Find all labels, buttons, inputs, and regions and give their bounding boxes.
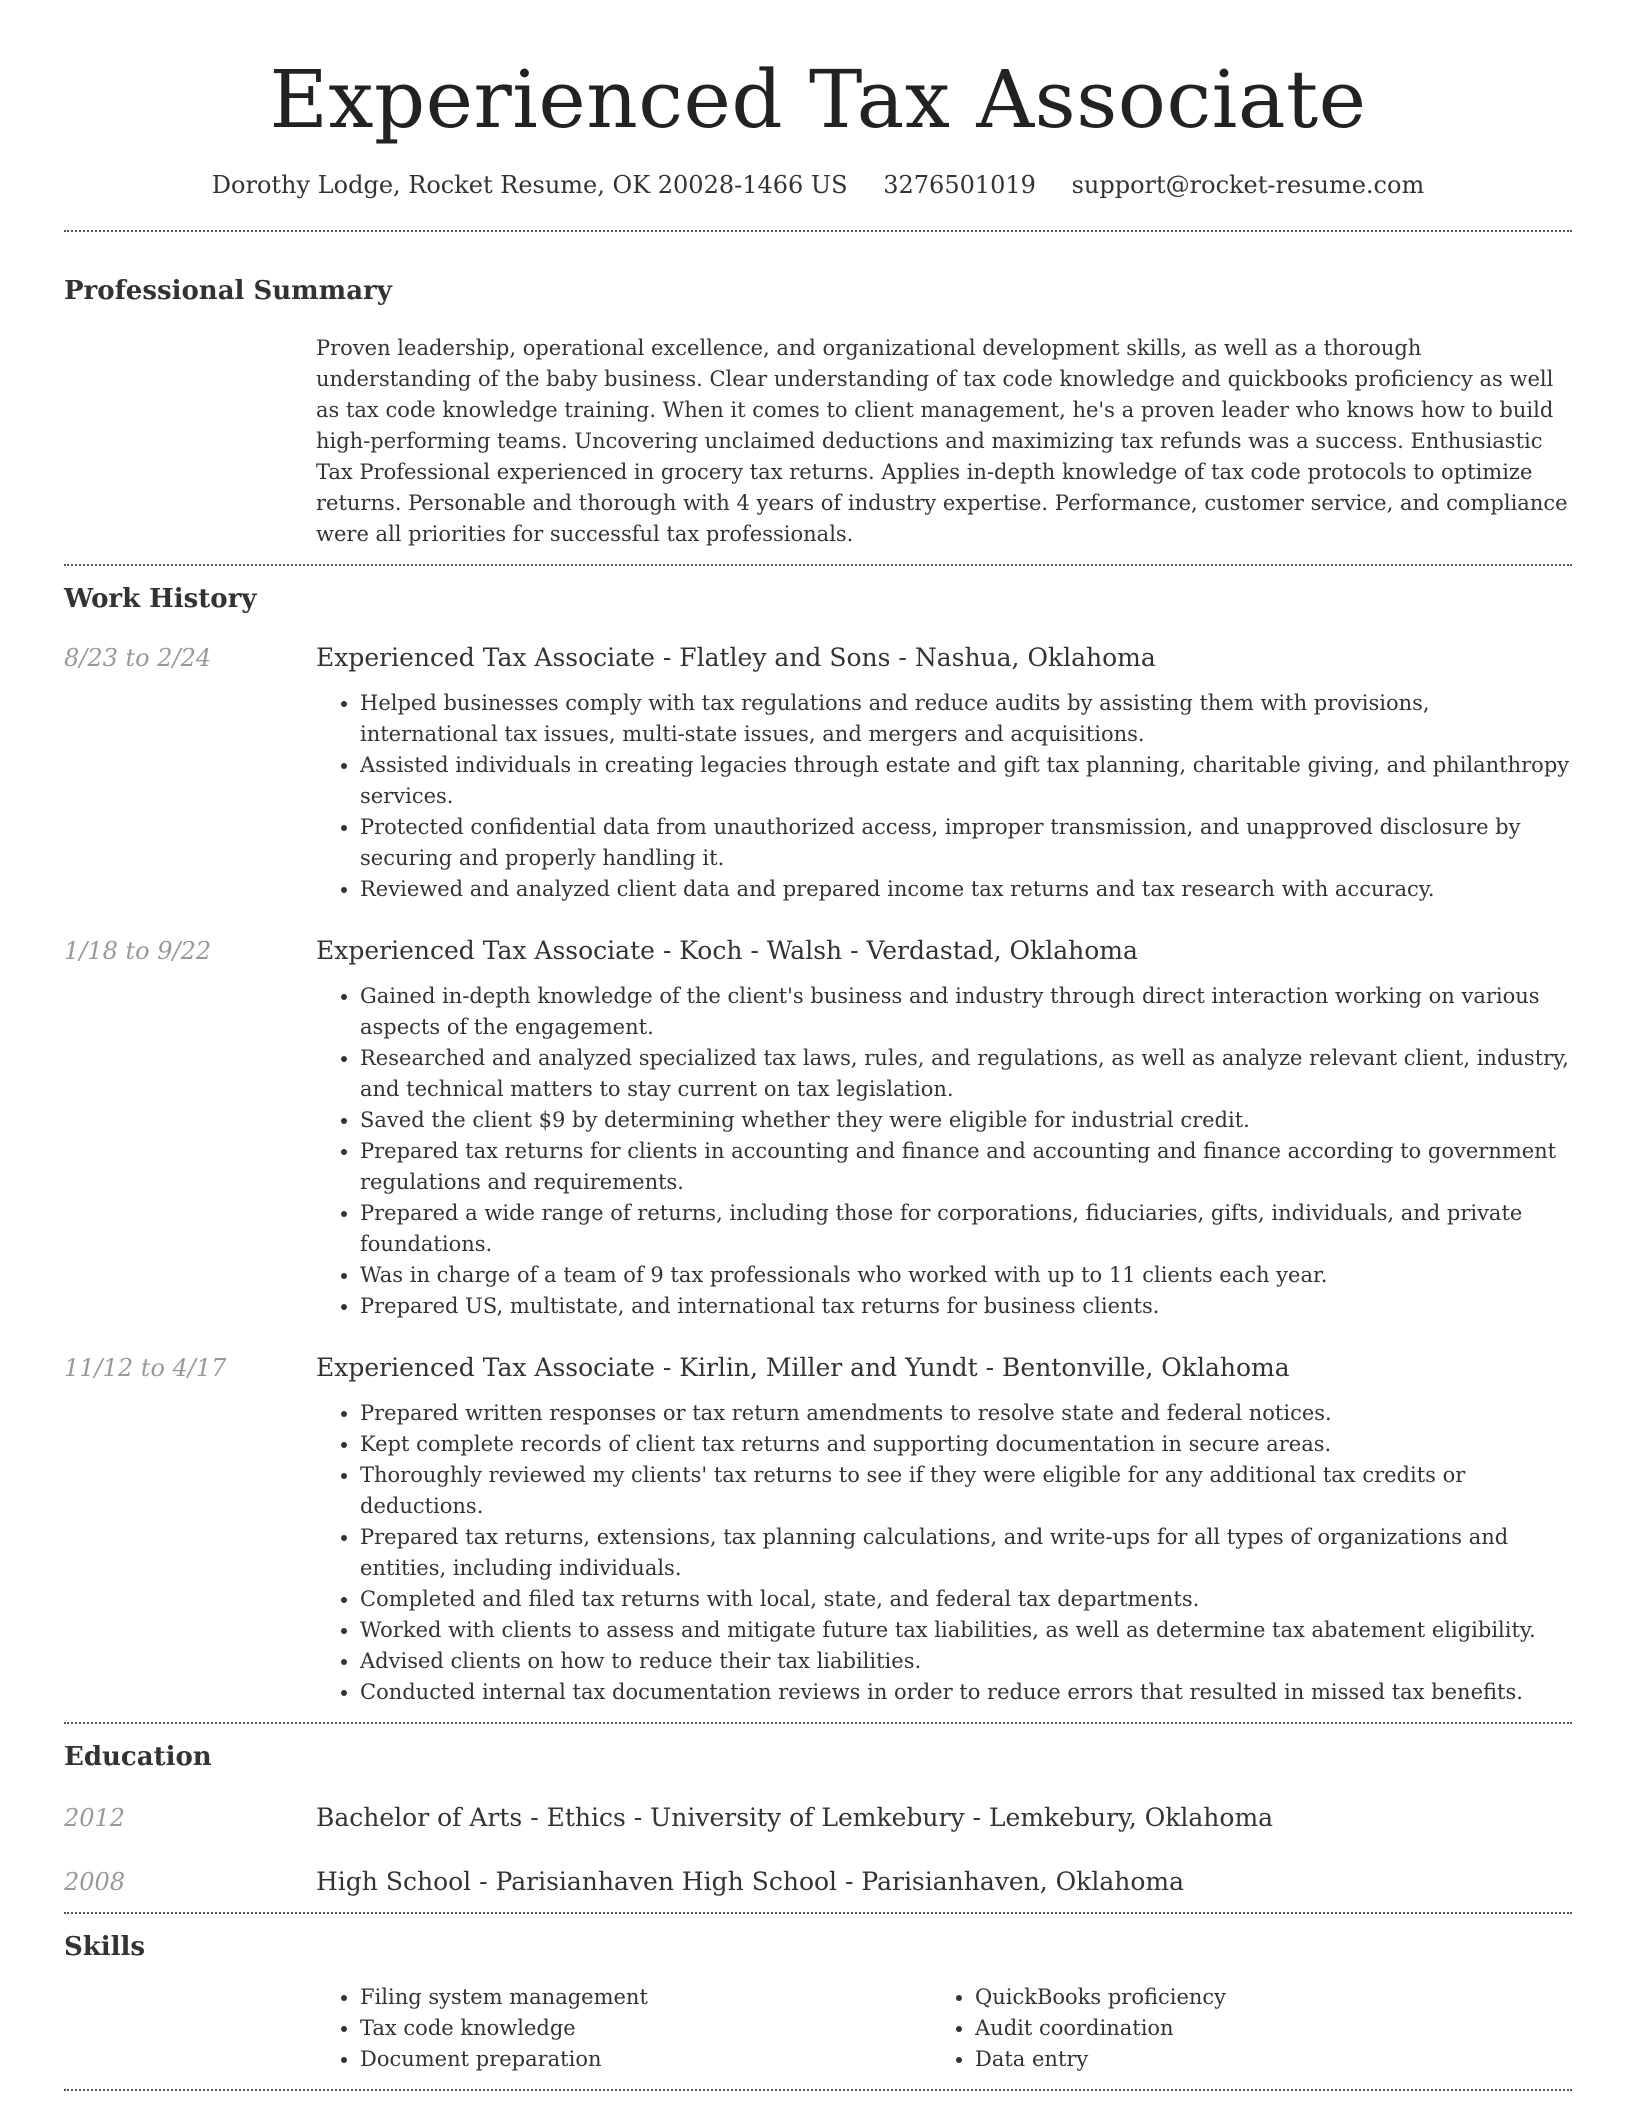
job-bullets <box>316 981 1572 1322</box>
education-year: 2012 <box>64 1804 126 1832</box>
skill-item: • QuickBooks proficiency <box>975 1982 1546 2013</box>
resume-title: Experienced Tax Associate <box>269 53 1367 146</box>
job-bullet: • Helped businesses comply with tax regulations and reduce audits by assisting them with provisions, international tax issues, multi-state issues, and mergers and acquisitions. <box>360 688 1572 750</box>
job-dates: 11/12 to 4/17 <box>64 1354 227 1382</box>
job-bullet: • Worked with clients to assess and mitigate future tax liabilities, as well as determine tax abatement eligibility. <box>360 1615 1572 1646</box>
job-bullet: • Prepared tax returns for clients in accounting and finance and accounting and finance according to government regulations and requirements. <box>360 1136 1572 1198</box>
skill-item: • Data entry <box>975 2044 1546 2075</box>
job-bullet: • Advised clients on how to reduce their tax liabilities. <box>360 1646 1572 1677</box>
job-title: Experienced Tax Associate - Flatley and Sons - Nashua, Oklahoma <box>316 643 1156 672</box>
job-bullet: • Prepared written responses or tax return amendments to resolve state and federal notices. <box>360 1398 1572 1429</box>
job-bullets <box>316 1398 1572 1708</box>
divider <box>64 564 1572 566</box>
education-detail: Bachelor of Arts - Ethics - University of Lemkebury - Lemkebury, Oklahoma <box>316 1803 1274 1832</box>
divider <box>64 2089 1572 2091</box>
job-bullet: • Saved the client $9 by determining whether they were eligible for industrial credit. <box>360 1105 1572 1136</box>
contact-phone: 3276501019 <box>883 171 1036 199</box>
skill-item: • Tax code knowledge <box>360 2013 931 2044</box>
job-bullet: • Gained in-depth knowledge of the client's business and industry through direct interaction working on various aspects of the engagement. <box>360 981 1572 1043</box>
divider <box>64 1722 1572 1724</box>
skills-grid <box>316 1982 1572 2075</box>
education-entry <box>64 1802 1572 1834</box>
job-title: Experienced Tax Associate - Koch - Walsh - Verdastad, Oklahoma <box>316 936 1138 965</box>
contact-address: Dorothy Lodge, Rocket Resume, OK 20028-1466 US <box>211 171 848 199</box>
summary-text: Proven leadership, operational excellence, and organizational development skills, as well as a thorough understanding of the baby business. Clear understanding of tax code knowledge and quickbooks proficiency as well as tax code knowledge training. When it comes to client management, he's a proven leader who knows how to build high-performing teams. Uncovering unclaimed deductions and maximizing tax refunds was a success. Enthusiastic Tax Professional experienced in grocery tax returns. Applies in-depth knowledge of tax code protocols to optimize returns. Personable and thorough with 4 years of industry expertise. Performance, customer service, and compliance were all priorities for successful tax professionals. <box>316 336 1568 546</box>
job-bullet: • Reviewed and analyzed client data and prepared income tax returns and tax research with accuracy. <box>360 874 1572 905</box>
job-title: Experienced Tax Associate - Kirlin, Miller and Yundt - Bentonville, Oklahoma <box>316 1353 1290 1382</box>
job-entry <box>64 935 1572 1322</box>
job-bullet: • Prepared a wide range of returns, including those for corporations, fiduciaries, gifts, individuals, and private foundations. <box>360 1198 1572 1260</box>
education-entry <box>64 1866 1572 1898</box>
job-bullet: • Kept complete records of client tax returns and supporting documentation in secure areas. <box>360 1429 1572 1460</box>
summary-heading: Professional Summary <box>64 276 392 306</box>
work-history-heading: Work History <box>64 584 257 614</box>
job-dates: 8/23 to 2/24 <box>64 644 212 672</box>
job-bullet: • Was in charge of a team of 9 tax professionals who worked with up to 11 clients each year. <box>360 1260 1572 1291</box>
skill-item: • Audit coordination <box>975 2013 1546 2044</box>
job-bullet: • Prepared tax returns, extensions, tax planning calculations, and write-ups for all types of organizations and entities, including individuals. <box>360 1522 1572 1584</box>
education-detail: High School - Parisianhaven High School - Parisianhaven, Oklahoma <box>316 1867 1184 1896</box>
skills-column-right <box>931 1982 1546 2075</box>
divider <box>64 1912 1572 1914</box>
job-entry <box>64 642 1572 905</box>
job-bullet: • Researched and analyzed specialized tax laws, rules, and regulations, as well as analyze relevant client, industry, and technical matters to stay current on tax legislation. <box>360 1043 1572 1105</box>
job-header <box>64 935 1572 967</box>
divider <box>64 230 1572 232</box>
job-entry <box>64 1352 1572 1708</box>
job-bullet: • Protected confidential data from unauthorized access, improper transmission, and unapproved disclosure by securing and properly handling it. <box>360 812 1572 874</box>
job-dates: 1/18 to 9/22 <box>64 937 212 965</box>
job-bullet: • Thoroughly reviewed my clients' tax returns to see if they were eligible for any additional tax credits or deductions. <box>360 1460 1572 1522</box>
skill-item: • Filing system management <box>360 1982 931 2013</box>
skill-item: • Document preparation <box>360 2044 931 2075</box>
contact-line <box>64 168 1572 202</box>
skills-heading: Skills <box>64 1932 146 1962</box>
job-bullet: • Completed and filed tax returns with local, state, and federal tax departments. <box>360 1584 1572 1615</box>
job-bullet: • Assisted individuals in creating legacies through estate and gift tax planning, charitable giving, and philanthropy services. <box>360 750 1572 812</box>
skills-column-left <box>316 1982 931 2075</box>
education-heading: Education <box>64 1742 212 1772</box>
job-bullet: • Conducted internal tax documentation reviews in order to reduce errors that resulted in missed tax benefits. <box>360 1677 1572 1708</box>
job-header <box>64 642 1572 674</box>
education-year: 2008 <box>64 1868 126 1896</box>
job-bullets <box>316 688 1572 905</box>
job-header <box>64 1352 1572 1384</box>
contact-email: support@rocket-resume.com <box>1071 171 1425 199</box>
job-bullet: • Prepared US, multistate, and international tax returns for business clients. <box>360 1291 1572 1322</box>
